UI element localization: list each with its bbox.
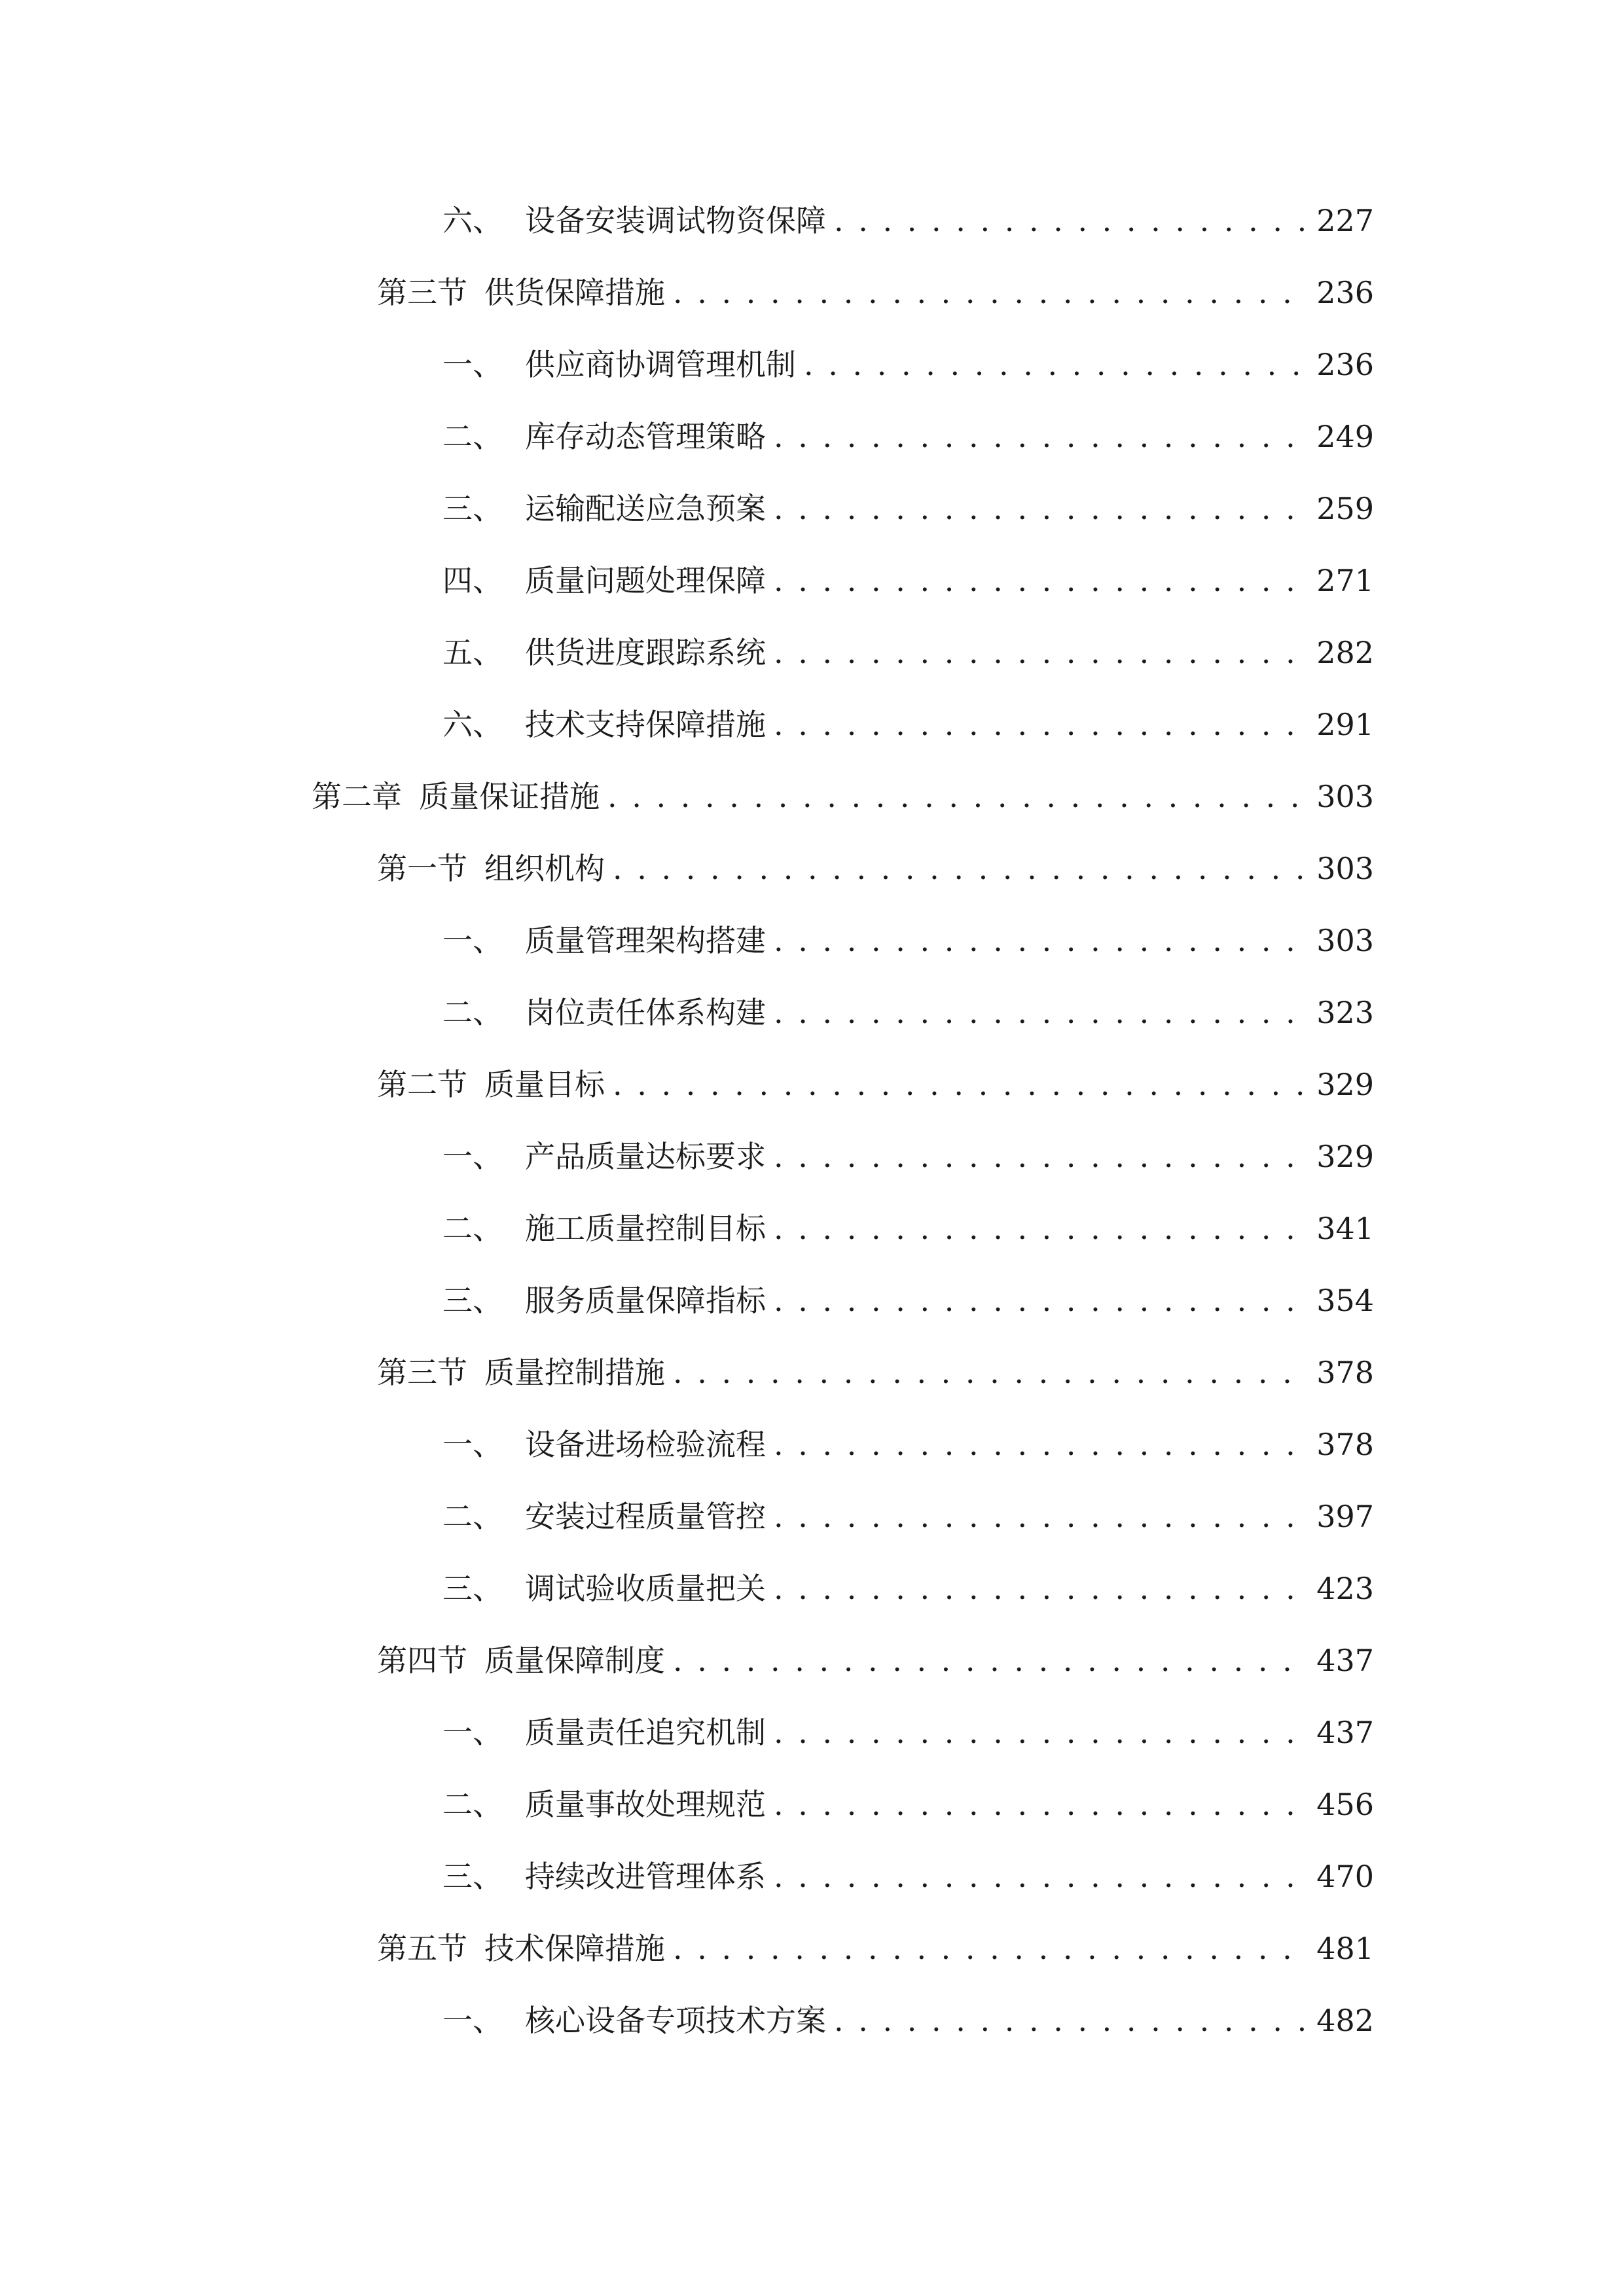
toc-entry-title: 技术支持保障措施 xyxy=(525,707,766,742)
toc-entry-number: 第三节 xyxy=(377,1355,467,1390)
toc-entry-number: 四、 xyxy=(442,563,503,598)
toc-entry-title: 安装过程质量管控 xyxy=(525,1499,766,1534)
toc-entry-number: 第三节 xyxy=(377,275,467,310)
toc-entry-title: 核心设备专项技术方案 xyxy=(525,2003,826,2038)
toc-entry-page: 482 xyxy=(1316,2003,1374,2038)
toc-entry[interactable] xyxy=(0,1912,1624,1984)
toc-entry-title: 供货进度跟踪系统 xyxy=(525,635,766,670)
toc-entry-title: 组织机构 xyxy=(484,851,605,886)
toc-entry-page: 323 xyxy=(1316,995,1374,1030)
toc-entry-page: 329 xyxy=(1316,1067,1374,1102)
toc-entry-page: 303 xyxy=(1316,779,1374,814)
toc-entry-number: 六、 xyxy=(442,203,503,238)
toc-entry[interactable] xyxy=(0,401,1624,473)
toc-entry[interactable] xyxy=(0,1480,1624,1552)
toc-entry-page: 423 xyxy=(1316,1571,1374,1606)
toc-entry-page: 291 xyxy=(1316,707,1374,742)
toc-entry-number: 二、 xyxy=(442,1499,503,1534)
dot-leader xyxy=(774,473,1307,545)
dot-leader xyxy=(613,1049,1307,1121)
dot-leader xyxy=(673,1912,1307,1984)
toc-entry-title: 技术保障措施 xyxy=(484,1931,665,1966)
toc-entry-title: 持续改进管理体系 xyxy=(525,1859,766,1894)
toc-entry-number: 一、 xyxy=(442,1427,503,1462)
dot-leader xyxy=(774,977,1307,1049)
toc-entry-page: 271 xyxy=(1316,563,1374,598)
toc-entry-number: 第二章 xyxy=(312,779,402,814)
toc-entry[interactable] xyxy=(0,545,1624,617)
toc-entry[interactable] xyxy=(0,1336,1624,1408)
toc-entry-page: 341 xyxy=(1316,1211,1374,1246)
toc-entry-number: 第五节 xyxy=(377,1931,467,1966)
dot-leader xyxy=(673,1624,1307,1696)
toc-entry-page: 437 xyxy=(1316,1715,1374,1750)
toc-entry-page: 456 xyxy=(1316,1787,1374,1822)
toc-entry-page: 329 xyxy=(1316,1139,1374,1174)
toc-entry-number: 五、 xyxy=(442,635,503,670)
toc-entry-number: 第一节 xyxy=(377,851,467,886)
toc-entry-title: 供货保障措施 xyxy=(484,275,665,310)
toc-entry[interactable] xyxy=(0,1408,1624,1480)
toc-entry[interactable] xyxy=(0,1768,1624,1840)
toc-entry-title: 质量问题处理保障 xyxy=(525,563,766,598)
dot-leader xyxy=(607,761,1307,833)
toc-entry-number: 二、 xyxy=(442,1787,503,1822)
toc-entry-page: 378 xyxy=(1316,1427,1374,1462)
toc-entry-page: 303 xyxy=(1316,851,1374,886)
toc-entry[interactable] xyxy=(0,1552,1624,1624)
toc-entry-title: 调试验收质量把关 xyxy=(525,1571,766,1606)
toc-entry[interactable] xyxy=(0,329,1624,401)
toc-entry-title: 设备进场检验流程 xyxy=(525,1427,766,1462)
toc-entry-page: 470 xyxy=(1316,1859,1374,1894)
toc-entry-page: 236 xyxy=(1316,275,1374,310)
toc-entry-number: 第二节 xyxy=(377,1067,467,1102)
toc-entry[interactable] xyxy=(0,977,1624,1049)
dot-leader xyxy=(774,905,1307,977)
dot-leader xyxy=(774,1408,1307,1480)
toc-entry-title: 供应商协调管理机制 xyxy=(525,347,796,382)
toc-entry-title: 岗位责任体系构建 xyxy=(525,995,766,1030)
toc-entry-number: 第四节 xyxy=(377,1643,467,1678)
toc-entry[interactable] xyxy=(0,1840,1624,1912)
toc-entry[interactable] xyxy=(0,617,1624,689)
toc-entry-title: 质量保证措施 xyxy=(419,779,600,814)
dot-leader xyxy=(834,185,1307,257)
toc-entry[interactable] xyxy=(0,1265,1624,1336)
toc-entry-number: 二、 xyxy=(442,419,503,454)
toc-entry-number: 二、 xyxy=(442,1211,503,1246)
toc-entry-page: 481 xyxy=(1316,1931,1374,1966)
toc-entry-page: 354 xyxy=(1316,1283,1374,1318)
dot-leader xyxy=(774,1768,1307,1840)
dot-leader xyxy=(774,1480,1307,1552)
toc-entry[interactable] xyxy=(0,185,1624,257)
dot-leader xyxy=(774,545,1307,617)
toc-entry[interactable] xyxy=(0,833,1624,905)
table-of-contents xyxy=(0,185,1624,2056)
toc-entry-title: 施工质量控制目标 xyxy=(525,1211,766,1246)
dot-leader xyxy=(774,1840,1307,1912)
toc-entry-title: 设备安装调试物资保障 xyxy=(525,203,826,238)
toc-entry[interactable] xyxy=(0,1121,1624,1193)
toc-entry-number: 三、 xyxy=(442,1859,503,1894)
toc-entry-title: 质量目标 xyxy=(484,1067,605,1102)
toc-entry-title: 质量控制措施 xyxy=(484,1355,665,1390)
toc-entry-number: 一、 xyxy=(442,923,503,958)
toc-entry-page: 437 xyxy=(1316,1643,1374,1678)
toc-entry[interactable] xyxy=(0,1696,1624,1768)
toc-entry-page: 249 xyxy=(1316,419,1374,454)
toc-entry-number: 六、 xyxy=(442,707,503,742)
toc-entry-page: 397 xyxy=(1316,1499,1374,1534)
toc-entry[interactable] xyxy=(0,761,1624,833)
dot-leader xyxy=(673,257,1307,329)
toc-entry[interactable] xyxy=(0,473,1624,545)
toc-entry[interactable] xyxy=(0,1049,1624,1121)
toc-entry-title: 库存动态管理策略 xyxy=(525,419,766,454)
toc-entry-number: 一、 xyxy=(442,1139,503,1174)
toc-entry-title: 运输配送应急预案 xyxy=(525,491,766,526)
toc-entry-title: 质量事故处理规范 xyxy=(525,1787,766,1822)
toc-entry-number: 三、 xyxy=(442,491,503,526)
toc-entry[interactable] xyxy=(0,689,1624,761)
toc-entry-page: 378 xyxy=(1316,1355,1374,1390)
toc-entry-page: 303 xyxy=(1316,923,1374,958)
toc-entry-page: 259 xyxy=(1316,491,1374,526)
toc-entry-page: 236 xyxy=(1316,347,1374,382)
toc-entry-number: 一、 xyxy=(442,2003,503,2038)
toc-entry-title: 质量责任追究机制 xyxy=(525,1715,766,1750)
toc-entry-number: 二、 xyxy=(442,995,503,1030)
toc-entry-number: 三、 xyxy=(442,1571,503,1606)
toc-entry[interactable] xyxy=(0,1984,1624,2056)
toc-entry-number: 一、 xyxy=(442,347,503,382)
dot-leader xyxy=(774,1193,1307,1265)
toc-entry[interactable] xyxy=(0,1193,1624,1265)
toc-entry-title: 服务质量保障指标 xyxy=(525,1283,766,1318)
toc-entry-title: 质量管理架构搭建 xyxy=(525,923,766,958)
dot-leader xyxy=(774,1121,1307,1193)
toc-entry-title: 产品质量达标要求 xyxy=(525,1139,766,1174)
toc-entry-number: 一、 xyxy=(442,1715,503,1750)
toc-entry[interactable] xyxy=(0,1624,1624,1696)
toc-entry-page: 282 xyxy=(1316,635,1374,670)
dot-leader xyxy=(774,401,1307,473)
dot-leader xyxy=(613,833,1307,905)
dot-leader xyxy=(673,1336,1307,1408)
dot-leader xyxy=(774,1265,1307,1336)
toc-entry[interactable] xyxy=(0,905,1624,977)
toc-entry[interactable] xyxy=(0,257,1624,329)
dot-leader xyxy=(774,1552,1307,1624)
toc-entry-number: 三、 xyxy=(442,1283,503,1318)
toc-entry-page: 227 xyxy=(1316,203,1374,238)
dot-leader xyxy=(774,1696,1307,1768)
dot-leader xyxy=(774,689,1307,761)
toc-entry-title: 质量保障制度 xyxy=(484,1643,665,1678)
dot-leader xyxy=(804,329,1307,401)
dot-leader xyxy=(774,617,1307,689)
dot-leader xyxy=(834,1984,1307,2056)
